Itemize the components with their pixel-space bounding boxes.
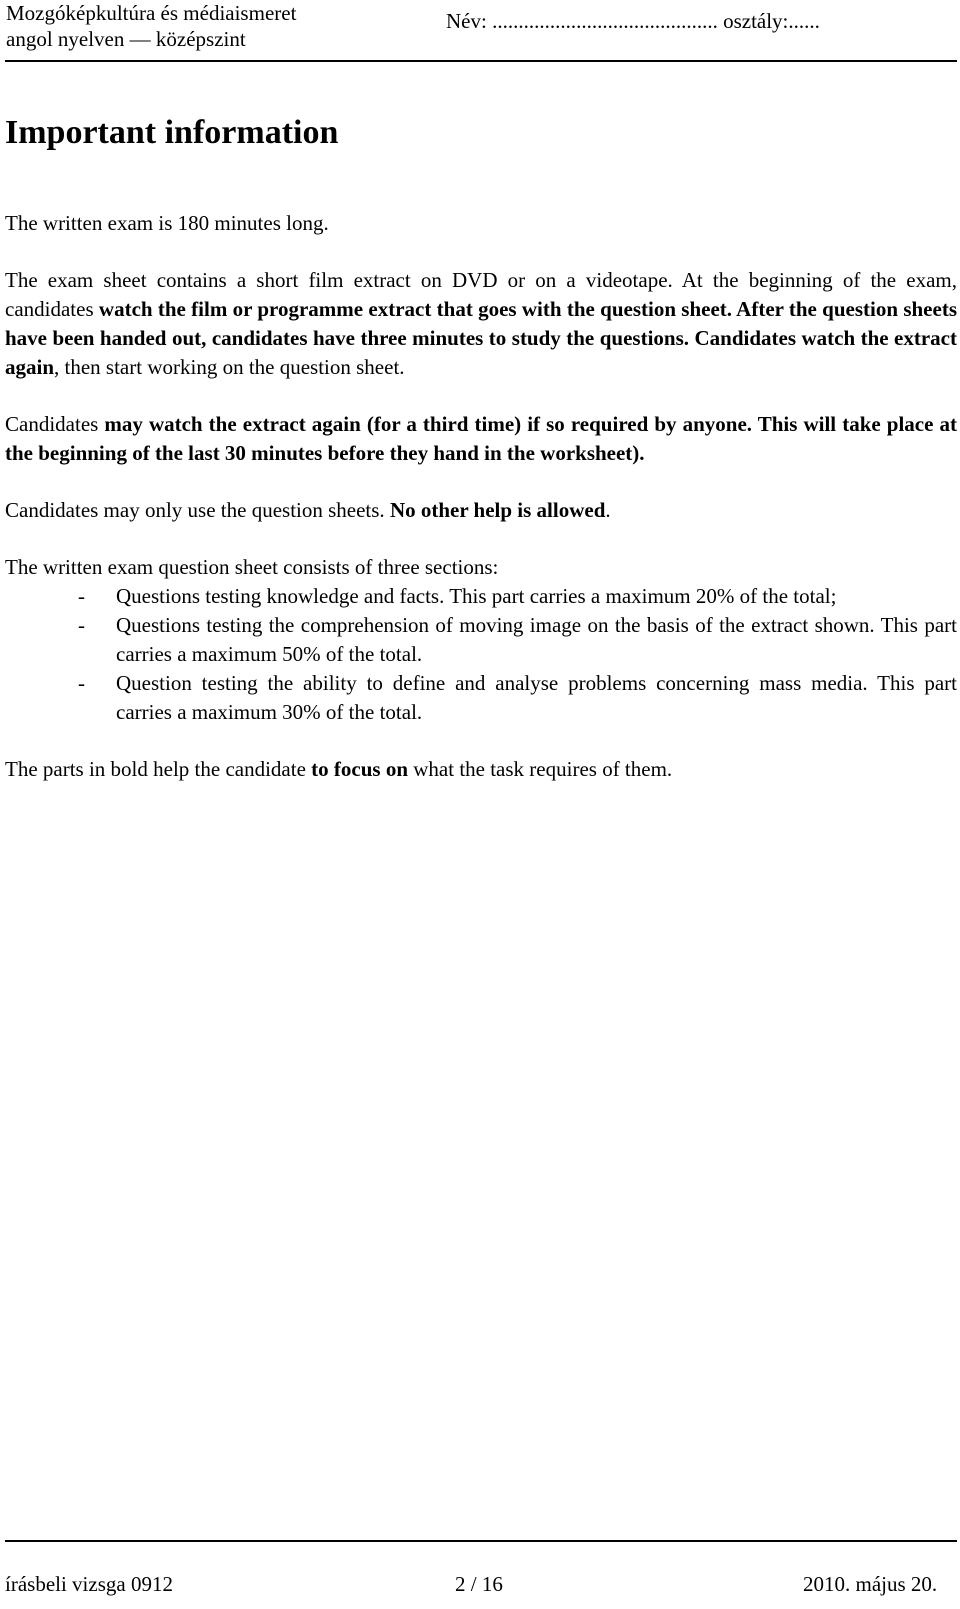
instructions-body [5,209,957,812]
list-item [5,611,957,669]
paragraph-allowed-help-bold: No other help is allowed [389,498,606,522]
footer-rule [5,1540,957,1542]
paragraph-sections-intro: The written exam question sheet consists of three sections: [5,555,499,579]
header-name-field: Név: ........................................... osztály:...... [446,9,820,33]
list-item-bullet: - [78,671,85,695]
paragraph-film-extract [5,266,957,382]
paragraph-bold-note-bold: to focus on [311,757,408,781]
list-item-text: Questions testing knowledge and facts. This part carries a maximum 20% of the total; [116,584,837,608]
footer-page-number: 2 / 16 [455,1572,503,1596]
sections-list [5,582,957,727]
paragraph-film-extract-tail: , then start working on the question sheet. [54,355,405,379]
list-item-bullet: - [78,584,85,608]
header-subject-line1: Mozgóképkultúra és médiaismeret [6,1,297,25]
footer-date: 2010. május 20. [803,1572,938,1596]
page-title: Important information [5,114,339,151]
paragraph-duration: The written exam is 180 minutes long. [5,211,329,235]
header-rule [5,60,957,62]
header-subject [6,0,296,52]
paragraph-third-viewing-bold: may watch the extract again (for a third time) if so required by anyone. This will take place at the beginning of the last 30 minutes before they hand in the worksheet). [5,412,957,465]
paragraph-allowed-help-text: Candidates may only use the question sheets. [5,498,390,522]
list-item [5,669,957,727]
list-item-bullet: - [78,613,85,637]
paragraph-bold-note-tail: what the task requires of them. [408,757,673,781]
paragraph-film-extract-bold: watch the film or programme extract that goes with the question sheet. After the question sheets have been handed out, candidates have three minutes to study the questions. Candidates watch the extract again [5,297,957,379]
paragraph-third-viewing-text: Candidates [5,412,105,436]
paragraph-bold-note-text: The parts in bold help the candidate [5,757,312,781]
list-item-text: Questions testing the comprehension of moving image on the basis of the extract shown. This part carries a maximum 50% of the total. [116,613,957,666]
paragraph-bold-note [5,755,957,784]
list-item [5,582,957,611]
list-item-text: Question testing the ability to define and analyse problems concerning mass media. This part carries a maximum 30% of the total. [116,671,957,724]
paragraph-allowed-help-tail: . [605,498,611,522]
paragraph-film-extract-text: The exam sheet contains a short film extract on DVD or on a videotape. At the beginning of the exam, candidates [5,268,957,321]
paragraph-third-viewing [5,410,957,468]
paragraph-allowed-help [5,496,957,525]
footer-exam-code: írásbeli vizsga 0912 [5,1572,173,1596]
header-subject-line2: angol nyelven — középszint [6,27,246,51]
